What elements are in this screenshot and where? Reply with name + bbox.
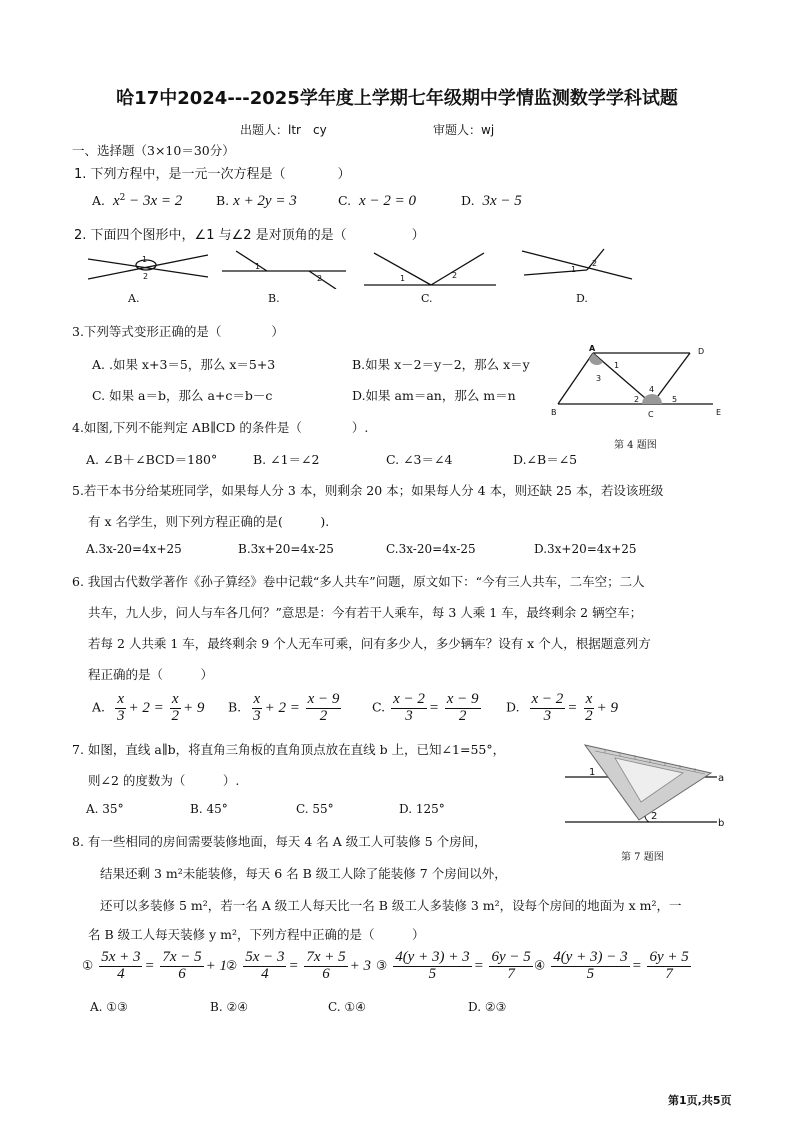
question-3-option-d: D.如果 am＝an，那么 m＝n xyxy=(352,388,516,403)
question-7-caption: 第 7 题图 xyxy=(621,852,664,863)
question-5-option-a: A.3x-20=4x+25 xyxy=(86,542,182,556)
question-7-line-1: 7. 如图，直线 a∥b，将直角三角板的直角顶点放在直线 b 上，已知∠1=55°， xyxy=(72,742,506,757)
question-7-option-b: B. 45° xyxy=(190,802,228,816)
angle-2-label: 2 xyxy=(634,395,640,404)
question-8-option-d: D. ②③ xyxy=(468,1000,507,1014)
fig-b-label-2: 2 xyxy=(317,274,323,283)
question-8-line-2: 结果还剩 3 m²未能装修，每天 6 名 B 级工人除了能装修 7 个房间以外， xyxy=(100,866,507,881)
question-8-line-1: 8. 有一些相同的房间需要装修地面，每天 4 名 A 级工人可装修 5 个房间， xyxy=(72,834,487,849)
angle-2-label: 2 xyxy=(651,811,658,822)
section-heading: 一、选择题（3×10＝30分） xyxy=(72,143,235,158)
point-e-label: E xyxy=(716,408,722,417)
page-footer: 第1页,共5页 xyxy=(668,1094,732,1107)
question-1-option-c: C. x − 2 = 0 xyxy=(338,193,416,209)
point-b-label: B xyxy=(551,408,557,417)
question-7-option-a: A. 35° xyxy=(86,802,124,816)
question-8-option-a: A. ①③ xyxy=(90,1000,128,1014)
point-c-label: C xyxy=(648,410,654,419)
question-8-equation-2: ② $\frac{5x - 3}{4}$ = $\frac{7x + 5}{6}$ + 3 xyxy=(226,949,371,982)
fig-d-label-1: 1 xyxy=(571,265,577,274)
point-d-label: D xyxy=(698,347,705,356)
question-2-option-c: C. xyxy=(421,292,433,305)
line-b-label: b xyxy=(718,818,725,829)
angle-5-label: 5 xyxy=(672,395,678,404)
question-3-stem: 3.下列等式变形正确的是（ ） xyxy=(72,324,284,339)
question-3-option-c: C. 如果 a＝b，那么 a+c＝b－c xyxy=(92,388,273,403)
fig-b-label-1: 1 xyxy=(255,262,261,271)
question-6-option-c: C. $\frac{x - 2}{3}$ = $\frac{x - 9}{2}$ xyxy=(372,691,479,724)
question-6-option-d: D. $\frac{x - 2}{3}$ = $\frac{x}{2}$ + 9 xyxy=(506,691,619,724)
angle-4-label: 4 xyxy=(649,385,655,394)
question-8-option-b: B. ②④ xyxy=(210,1000,248,1014)
question-7-line-2: 则∠2 的度数为（ ）. xyxy=(88,773,240,788)
angle-1-label: 1 xyxy=(589,767,596,778)
question-3-option-a: A. .如果 x+3＝5，那么 x＝5+3 xyxy=(92,357,276,372)
question-7-option-d: D. 125° xyxy=(399,802,445,816)
question-6-line-3: 若每 2 人共乘 1 车，最终剩余 9 个人无车可乘，问有多少人，多少辆车？设有 x 个人，根据题意列方 xyxy=(88,636,651,651)
exam-title: 哈17中2024---2025学年度上学期七年级期中学情监测数学学科试题 xyxy=(116,88,678,109)
question-8-line-4: 名 B 级工人每天装修 y m²，下列方程中正确的是（ ） xyxy=(88,927,425,942)
question-4-caption: 第 4 题图 xyxy=(614,440,657,451)
fig-a-label-2: 2 xyxy=(143,272,149,281)
reviewer-label: 审题人：wj xyxy=(433,123,495,137)
fig-c-label-2: 2 xyxy=(452,271,458,280)
question-8-equation-3: ③ $\frac{4(y + 3) + 3}{5}$ = $\frac{6y - 5}{7}$ xyxy=(376,949,531,982)
figure-b xyxy=(222,251,346,289)
angle-1-label: 1 xyxy=(614,361,620,370)
angle-3-label: 3 xyxy=(596,374,602,383)
question-5-option-d: D.3x+20=4x+25 xyxy=(534,542,637,556)
question-8-line-3: 还可以多装修 5 m²，若一名 A 级工人每天比一名 B 级工人多装修 3 m²，设每个房间的地面为 x m²，一 xyxy=(100,898,682,913)
question-5-line-1: 5.若干本书分给某班同学，如果每人分 3 本，则剩余 20 本；如果每人分 4 本，则还缺 25 本，若设该班级 xyxy=(72,483,664,498)
question-4-stem: 4.如图,下列不能判定 AB∥CD 的条件是（ ）. xyxy=(72,420,369,435)
question-2-option-a: A. xyxy=(128,292,140,305)
question-4-option-c: C. ∠3＝∠4 xyxy=(386,452,453,467)
question-6-option-b: B. $\frac{x}{3}$ + 2 = $\frac{x - 9}{2}$ xyxy=(228,691,340,724)
fig-d-label-2: 2 xyxy=(592,259,598,268)
question-5-line-2: 有 x 名学生，则下列方程正确的是( ). xyxy=(88,514,330,529)
question-1-option-a: A. $x^2 - 3x = 2$ xyxy=(92,193,183,210)
question-2-figures xyxy=(84,245,644,289)
question-1-option-b: B. x + 2y = 3 xyxy=(216,193,297,209)
question-6-line-2: 共车，九人步，问人与车各几何？”意思是：今有若干人乘车，每 3 人乘 1 车，最终剩余 2 辆空车； xyxy=(88,605,643,620)
question-4-option-a: A. ∠B＋∠BCD＝180° xyxy=(86,452,218,467)
question-1-stem: 1. 下列方程中，是一元一次方程是（ ） xyxy=(74,167,351,182)
fig-a-label-1: 1 xyxy=(142,255,148,264)
question-6-line-1: 6. 我国古代数学著作《孙子算经》卷中记载“多人共车”问题，原文如下：“今有三人共车，二车空；二人 xyxy=(72,574,645,589)
question-6-line-4: 程正确的是（ ） xyxy=(88,667,214,682)
question-5-option-b: B.3x+20=4x-25 xyxy=(238,542,334,556)
question-1-option-d: D. 3x − 5 xyxy=(461,193,522,209)
figure-d xyxy=(522,249,632,279)
question-5-option-c: C.3x-20=4x-25 xyxy=(386,542,476,556)
question-6-option-a: A. $\frac{x}{3}$ + 2 = $\frac{x}{2}$ + 9 xyxy=(92,691,205,724)
line-a-label: a xyxy=(718,773,725,784)
fig-c-label-1: 1 xyxy=(400,274,406,283)
question-8-equation-1: ① $\frac{5x + 3}{4}$ = $\frac{7x - 5}{6}$ + 1 xyxy=(82,949,227,982)
question-7-option-c: C. 55° xyxy=(296,802,334,816)
question-3-option-b: B.如果 x－2＝y－2，那么 x＝y xyxy=(352,357,530,372)
question-4-option-d: D.∠B＝∠5 xyxy=(513,452,578,467)
question-7-figure xyxy=(565,740,725,832)
question-2-option-b: B. xyxy=(268,292,280,305)
question-8-equation-4: ④ $\frac{4(y + 3) - 3}{5}$ = $\frac{6y + 5}{7}$ xyxy=(534,949,689,982)
point-a-label: A xyxy=(589,344,596,353)
question-4-figure xyxy=(548,340,724,422)
question-4-option-b: B. ∠1＝∠2 xyxy=(253,452,320,467)
question-8-option-c: C. ①④ xyxy=(328,1000,366,1014)
setter-label: 出题人：ltr cy xyxy=(240,123,327,137)
question-2-stem: 2. 下面四个图形中，∠1 与∠2 是对顶角的是（ ） xyxy=(74,228,425,243)
question-2-option-d: D. xyxy=(576,292,588,305)
figure-c xyxy=(364,253,496,285)
